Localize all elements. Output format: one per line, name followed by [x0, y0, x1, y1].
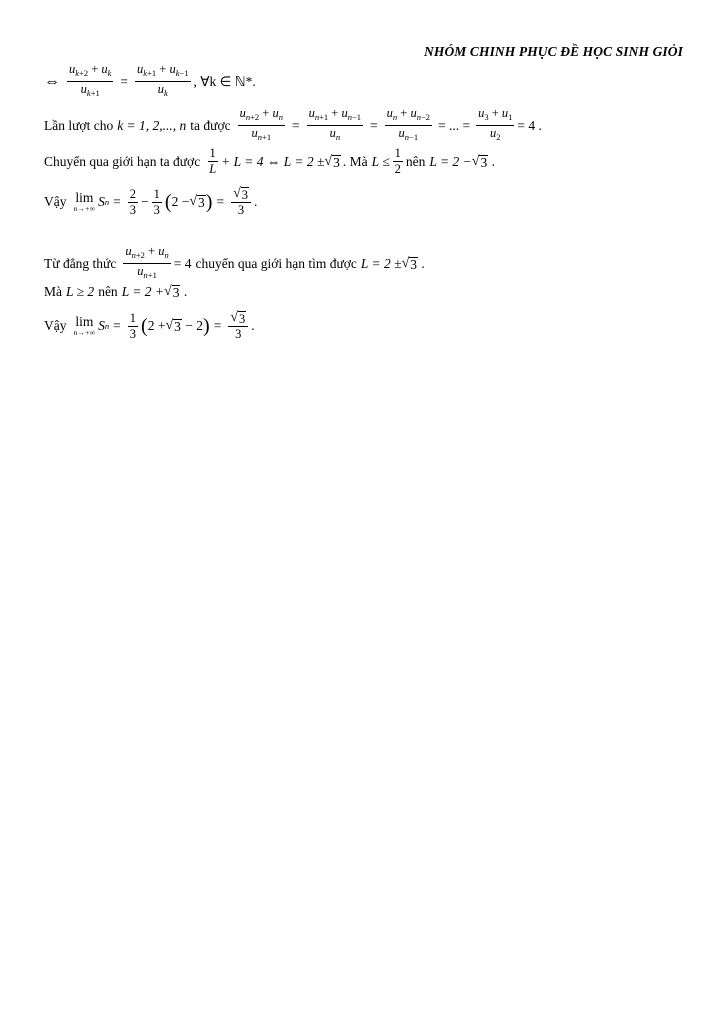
fraction-2-over-3: $\frac{2}{3}$ — [129, 186, 137, 217]
fraction-1-over-3-b: $\frac{1}{3}$ — [129, 310, 137, 341]
line2-result: = 4 . — [517, 117, 542, 133]
line3-prefix: Chuyển qua giới hạn ta được — [44, 153, 201, 169]
sqrt-3-a: √ 3 — [324, 153, 340, 170]
sqrt-3-f: √ 3 — [165, 318, 181, 334]
fraction-5: $\frac{u_n + u_{n-2}}{u_{n-1}}$ — [386, 106, 430, 142]
line6-result: L = 2 + — [121, 284, 165, 299]
fraction-6: $\frac{u_3 + u_1}{u_2}$ — [478, 106, 513, 142]
fraction-sqrt3-over-3-b: √ 3 3 — [228, 310, 248, 342]
fraction-2: $\frac{u_{k+1} + u_{k-1}}{u_k}$ — [137, 62, 189, 98]
line3-mid: . Mà — [342, 153, 368, 169]
fraction-4: $\frac{u_{n+1} + u_{n-1}}{u_n}$ — [308, 106, 362, 142]
ellipsis: = ... = — [438, 117, 471, 133]
L-le: L ≤ — [371, 153, 390, 169]
line3-nen: nên — [405, 153, 426, 169]
equation-line-5: Từ đẳng thức $\frac{u_{n+2} + u_n}{u_{n+1}}$ = 4 chuyển qua giới hạn tìm được L = 2 ± √ 3 . — [44, 244, 425, 283]
line6-nen: nên — [98, 284, 118, 299]
fraction-1: $\frac{u_{k+2} + u_k}{u_{k+1}}$ — [69, 62, 112, 98]
line3-eq: + L = 4 ⇔ L = 2 ± — [221, 153, 325, 169]
fraction-1-over-3-a: $\frac{1}{3}$ — [153, 186, 160, 217]
line5-eq4: = 4 — [173, 255, 192, 271]
equation-line-1: ⇔ $\frac{u_{k+2} + u_k}{u_{k+1}}$ = $\frac{u_{k+1} + u_{k-1}}{u_k}$ , ∀k ∈ ℕ*. — [44, 62, 256, 101]
line5-result: L = 2 ± — [360, 255, 402, 271]
fraction-1-over-L: $\frac{1}{L}$ — [209, 146, 217, 176]
limit-1: lim n→+∞ — [73, 190, 96, 213]
sqrt-3-b: √ 3 — [471, 153, 488, 170]
fraction-3: $\frac{u_{n+2} + u_n}{u_{n+1}}$ — [239, 106, 283, 142]
sqrt-3-e: √ 3 — [164, 284, 180, 300]
equation-line-7: Vậy lim n→+∞ S n = $\frac{1}{3}$ ( 2 + √ 3 − 2 ) = √ 3 3 . — [44, 310, 255, 341]
line7-prefix: Vậy — [44, 318, 67, 333]
line2-mid: ta được — [190, 117, 231, 133]
line3-result: L = 2 − — [429, 153, 472, 169]
equation-line-3: Chuyển qua giới hạn ta được $\frac{1}{L}$ + L = 4 ⇔ L = 2 ± √ 3 . Mà L ≤ $\frac{1}{2}$ nên L = 2 − √ 3 . — [44, 146, 495, 176]
line5-prefix: Từ đẳng thức — [44, 255, 117, 271]
sqrt-3-d: √ 3 — [401, 255, 418, 272]
page-header: NHÓM CHINH PHỤC ĐỀ HỌC SINH GIỎI — [424, 44, 683, 59]
line6-prefix: Mà — [44, 284, 62, 299]
k-values: k = 1, 2,..., n — [117, 117, 187, 133]
fraction-sqrt3-over-3-a: √ 3 3 — [231, 186, 251, 218]
equation-line-6: Mà L ≥ 2 nên L = 2 + √ 3 . — [44, 284, 188, 300]
equation-line-4: Vậy lim n→+∞ S n = $\frac{2}{3}$ − $\frac{1}{3}$ ( 2 − √ 3 ) = √ 3 3 . — [44, 186, 258, 217]
fraction-1-over-2: $\frac{1}{2}$ — [394, 146, 401, 176]
fraction-7: $\frac{u_{n+2} + u_n}{u_{n+1}}$ — [125, 244, 169, 280]
limit-2: lim n→+∞ — [73, 314, 96, 337]
line6-cond: L ≥ 2 — [66, 284, 95, 299]
sqrt-3-c: √ 3 — [189, 194, 205, 210]
line2-prefix: Lần lượt cho — [44, 117, 114, 133]
equiv-symbol: ⇔ — [44, 72, 60, 90]
line4-prefix: Vậy — [44, 194, 67, 209]
equation-line-2: Lần lượt cho k = 1, 2,..., n ta được $\frac{u_{n+2} + u_n}{u_{n+1}}$ = $\frac{u_{n+1} + u_{n-1}}{u_n}$ = $\frac{u_n + u_{n-2}}{u_{n-1}}$ = ... = $\frac{u_3 + u_1}{u_2}$ = 4 . — [44, 106, 542, 145]
line5-mid: chuyển qua giới hạn tìm được — [195, 255, 357, 271]
forall-text: , ∀k ∈ ℕ*. — [193, 73, 256, 89]
